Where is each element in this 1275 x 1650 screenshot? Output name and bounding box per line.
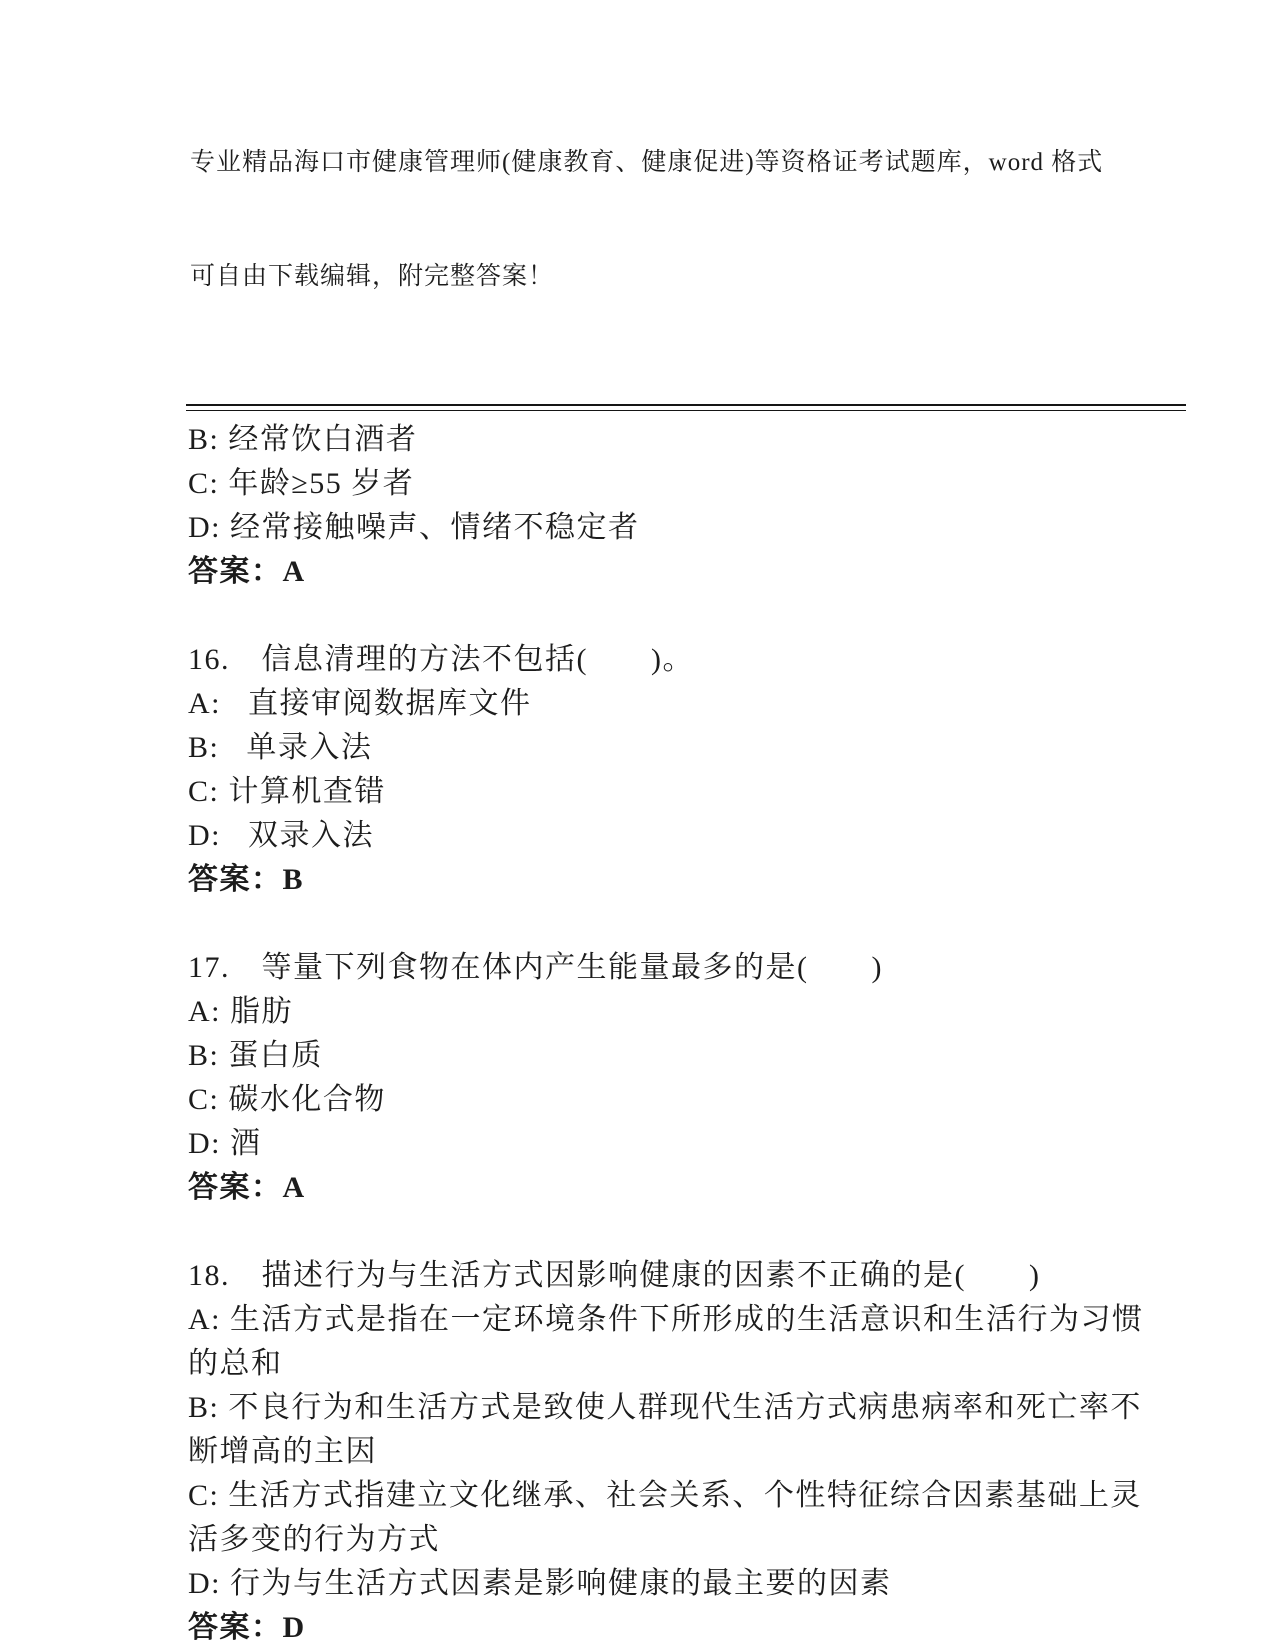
option-line-wrap: 断增高的主因 [188,1435,377,1468]
option-line: D: 行为与生活方式因素是影响健康的最主要的因素 [188,1567,892,1600]
option-line: C: 年龄≥55 岁者 [188,467,415,500]
header-divider [186,404,1186,411]
option-line: C: 碳水化合物 [188,1083,386,1116]
answer-line: 答案：A [188,1171,306,1204]
option-line: A: 脂肪 [188,995,293,1028]
question-block-17 [188,946,1188,1210]
question-block-15-tail [188,418,1188,594]
answer-line: 答案：D [188,1611,306,1644]
header-line: 可自由下载编辑，附完整答案！ [190,263,555,290]
option-line: B: 经常饮白酒者 [188,423,418,456]
option-line: A: 生活方式是指在一定环境条件下所形成的生活意识和生活行为习惯 [188,1303,1144,1336]
question-block-18 [188,1254,1188,1650]
answer-line: 答案：B [188,863,305,896]
answer-line: 答案：A [188,555,306,588]
question-title-line: 16. 信息清理的方法不包括( )。 [188,643,694,676]
option-line: D: 酒 [188,1127,262,1160]
question-title-line: 17. 等量下列食物在体内产生能量最多的是( ) [188,951,883,984]
option-line-wrap: 活多变的行为方式 [188,1523,440,1556]
option-line: D: 双录入法 [188,819,374,852]
option-line: B: 单录入法 [188,731,373,764]
question-block-16 [188,638,1188,902]
option-line: A: 直接审阅数据库文件 [188,687,532,720]
option-line: D: 经常接触噪声、情绪不稳定者 [188,511,640,544]
option-line: B: 不良行为和生活方式是致使人群现代生活方式病患病率和死亡率不 [188,1391,1142,1424]
document-body [188,418,1188,1650]
header-line: 专业精品海口市健康管理师(健康教育、健康促进)等资格证考试题库，word 格式 [190,149,1104,176]
question-title-line: 18. 描述行为与生活方式因影响健康的因素不正确的是( ) [188,1259,1041,1292]
option-line-wrap: 的总和 [188,1347,283,1380]
option-line: C: 生活方式指建立文化继承、社会关系、个性特征综合因素基础上灵 [188,1479,1142,1512]
option-line: C: 计算机查错 [188,775,386,808]
option-line: B: 蛋白质 [188,1039,323,1072]
page-header [190,68,1104,372]
